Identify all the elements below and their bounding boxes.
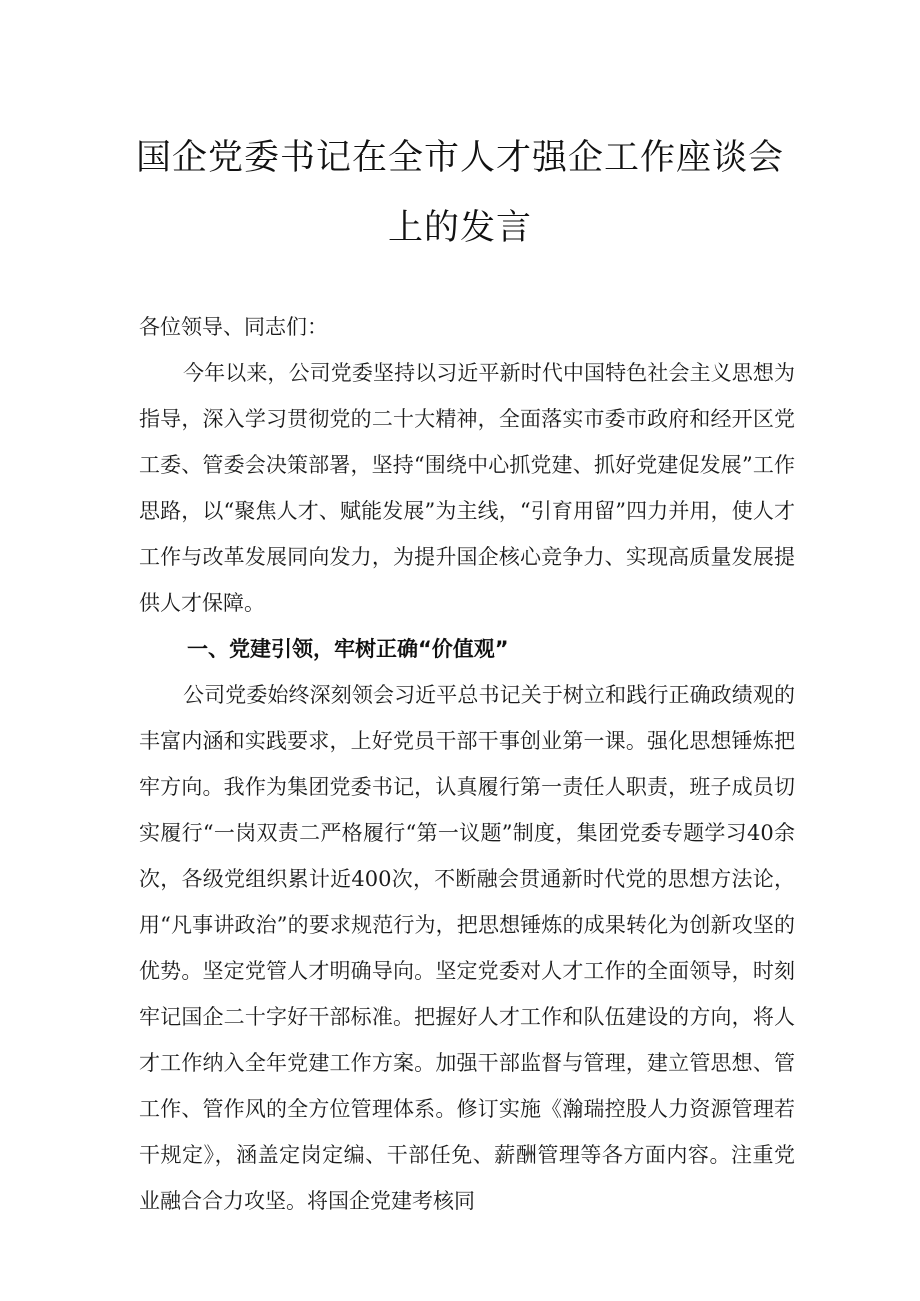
document-title-line-1: 国企党委书记在全市人才强企工作座谈会	[135, 138, 784, 178]
document-title-line-2: 上的发言	[387, 208, 532, 248]
paragraph-section-1: 公司党委始终深刻领会习近平总书记关于树立和践行正确政绩观的丰富内涵和实践要求，上好党员干部干事创业第一课。强化思想锤炼把牢方向。我作为集团党委书记，认真履行第一责任人职责，班子成员切实履行“一岗双责二严格履行“第一议题”制度，集团党委专题学习40余次，各级党组织累计近400次，不断融会贯通新时代党的思想方法论，用“凡事讲政治”的要求规范行为，把思想锤炼的成果转化为创新攻坚的优势。坚定党管人才明确导向。坚定党委对人才工作的全面领导，时刻牢记国企二十字好干部标准。把握好人才工作和队伍建设的方向，将人才工作纳入全年党建工作方案。加强干部监督与管理，建立管思想、管工作、管作风的全方位管理体系。修订实施《瀚瑞控股人力资源管理若干规定》，涵盖定岗定编、干部任免、薪酬管理等各方面内容。注重党业融合合力攻坚。将国企党建考核同	[139, 683, 795, 1213]
section-heading-1: 一、党建引领，牢树正确“价值观”	[187, 637, 509, 661]
document-body	[139, 304, 795, 1224]
paragraph-intro: 今年以来，公司党委坚持以习近平新时代中国特色社会主义思想为指导，深入学习贯彻党的二十大精神，全面落实市委市政府和经开区党工委、管委会决策部署，坚持“围绕中心抓党建、抓好党建促发展”工作思路，以“聚焦人才、赋能发展”为主线，“引育用留”四力并用，使人才工作与改革发展同向发力，为提升国企核心竞争力、实现高质量发展提供人才保障。	[139, 361, 795, 615]
salutation: 各位领导、同志们：	[139, 315, 328, 339]
